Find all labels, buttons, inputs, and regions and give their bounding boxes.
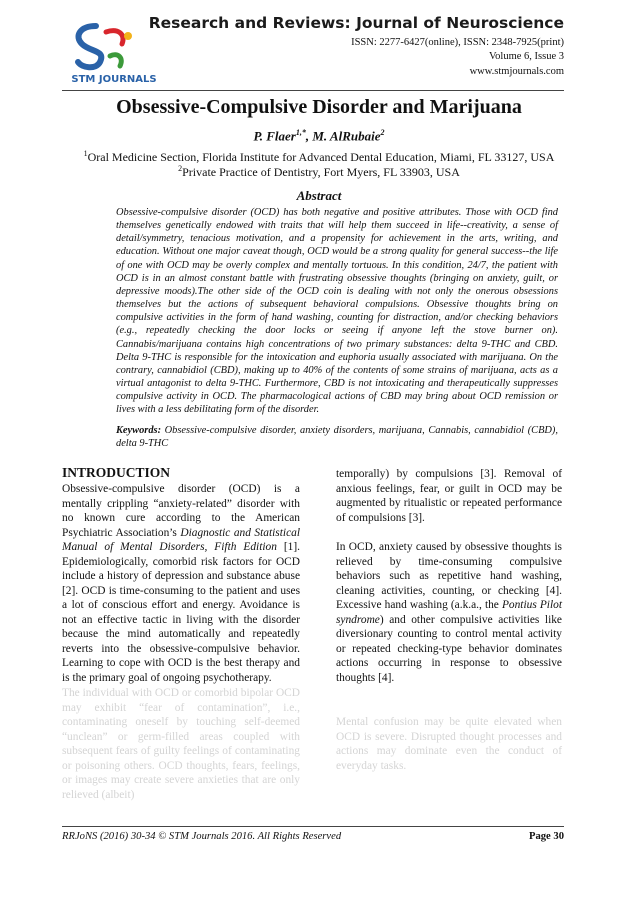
journal-issn: ISSN: 2277-6427(online), ISSN: 2348-7925(print): [351, 37, 564, 48]
paper-title: Obsessive-Compulsive Disorder and Marijuana: [116, 96, 522, 118]
page-number: Page 30: [528, 831, 564, 842]
right-paragraph-3-faded: Mental confusion may be quite elevated when OCD is severe. Disrupted thought processes and actions may dominate even the conduct of everyday tasks.: [336, 716, 562, 772]
journal-volume: Volume 6, Issue 3: [488, 51, 564, 62]
affiliation-2-text: Private Practice of Dentistry, Fort Myers, FL 33903, USA: [182, 165, 460, 179]
pontius-pilot-term: Pontius Pilot syndrome: [336, 599, 562, 626]
keywords-label: Keywords:: [116, 425, 162, 436]
affiliation-1-text: Oral Medicine Section, Florida Institute for Advanced Dental Education, Miami, FL 33127, USA: [87, 150, 555, 164]
journal-title: Research and Reviews: Journal of Neuroscience: [148, 14, 564, 32]
footer-copyright: RRJoNS (2016) 30-34 © STM Journals 2016. All Rights Reserved: [62, 831, 342, 842]
abstract-heading: Abstract: [296, 188, 342, 203]
svg-text:STM JOURNALS: STM JOURNALS: [71, 74, 157, 84]
affiliation-1-number: 1: [83, 149, 88, 158]
keywords-list: Obsessive-compulsive disorder, anxiety disorders, marijuana, Cannabis, cannabidiol (CBD), delta 9-THC: [116, 425, 558, 450]
journal-website[interactable]: www.stmjournals.com: [469, 66, 564, 77]
abstract-text: Obsessive-compulsive disorder (OCD) has both negative and positive attributes. Those with OCD find themselves genetically endowed with traits that will help them succeed in life--creativity, a sense of detail/symmetry, tenacious motivation, and a propensity for achievement in the arts, writing, and education. Without one major caveat though, OCD would be a strong quality for general success--the life of one with OCD may be overly complex and mentally tortuous. In this condition, 24/7, the patient with OCD is in an almost constant battle with frustrating obsessive thoughts (bringing on anxiety, guilt, or depressive moods).The other side of the OCD coin is dealing with not only the onerous obsessions themselves but the actions of subsequent behavioral compulsions. Obsessive thoughts bring on compulsive activities in the form of hand washing, counting for distraction, and/or checking behaviors (e.g., repeatedly checking the door locks or seeing if anyone left the stove burner on). Cannabis/marijuana contains high concentrations of two primary substances: delta 9-THC and CBD. Delta 9-THC is responsible for the intoxication and euphoria usually associated with marijuana. On the contrary, cannabidiol (CBD), making up to 40% of the contents of some strains of marijuana, acts as a virtual antagonist to delta 9-THC. Furthermore, CBD is not intoxicating and therapeutically suppresses compulsive activity in OCD. The pharmacological actions of CBD may bring about OCD remission or lives with a less debilitating form of the disorder.: [116, 207, 558, 416]
right-p2-text-a: In OCD, anxiety caused by obsessive thoughts is relieved by time-consuming compulsive behaviors such as repetitive hand washing, cleaning activities, counting, or checking [4]. Excessive hand washing (a.k.a., the: [336, 541, 562, 611]
author-1-affil: 1,*: [295, 128, 306, 137]
footer-divider: [62, 826, 564, 827]
affiliation-2: [0, 164, 638, 180]
intro-p1-text-a: Obsessive-compulsive disorder (OCD) is a mentally crippling “anxiety-related” disorder with no known cure according to the American Psychiatric Association’s: [62, 483, 300, 539]
author-line: [0, 128, 638, 144]
intro-paragraph-1: [62, 482, 300, 685]
affiliation-2-number: 2: [178, 164, 183, 173]
author-2-affil: 2: [380, 128, 385, 137]
header-divider: [62, 90, 564, 91]
affiliation-1: [0, 149, 638, 165]
keywords: [116, 424, 558, 450]
intro-p1-text-b: [1]. Epidemiologically, comorbid risk factors for OCD include a history of depression and substance abuse [2]. OCD is time-consuming to the patient and uses a lot of conscious effort and energy. Avoidance is not an effective tactic in living with the disorder because the mind automatically and repeatedly reverts into the obsessive-compulsive behavior. Learning to cope with OCD is the best therapy and is the primary goal of ongoing psychotherapy.: [62, 541, 300, 684]
author-2: M. AlRubaie: [312, 128, 381, 144]
right-paragraph-2: [336, 540, 562, 685]
author-1: P. Flaer: [253, 128, 296, 144]
intro-paragraph-2-faded: The individual with OCD or comorbid bipolar OCD may exhibit “fear of contamination”, i.e., contaminating oneself by touching self-deemed “unclean” or germ-filled areas coupled with subsequent fears of guilty feelings of contaminating or poisoning others. OCD thoughts, fears, feelings, or images may create severe anxieties that are only relieved (albeit): [62, 687, 300, 801]
introduction-heading: INTRODUCTION: [62, 465, 171, 480]
dsm-title: Diagnostic and Statistical Manual of Mental Disorders, Fifth Edition: [62, 526, 300, 553]
author-separator: ,: [305, 128, 313, 144]
right-p2-text-b: ) and other compulsive activities like diversionary counting to control mental activity or repeated checking-type behavior dominates actions occurring in response to obsessive thoughts [4].: [336, 613, 562, 684]
right-paragraph-1: temporally) by compulsions [3]. Removal of anxious feelings, fear, or guilt in OCD may be augmented by ritualistic or repeated performance of compulsions [3].: [336, 468, 562, 524]
